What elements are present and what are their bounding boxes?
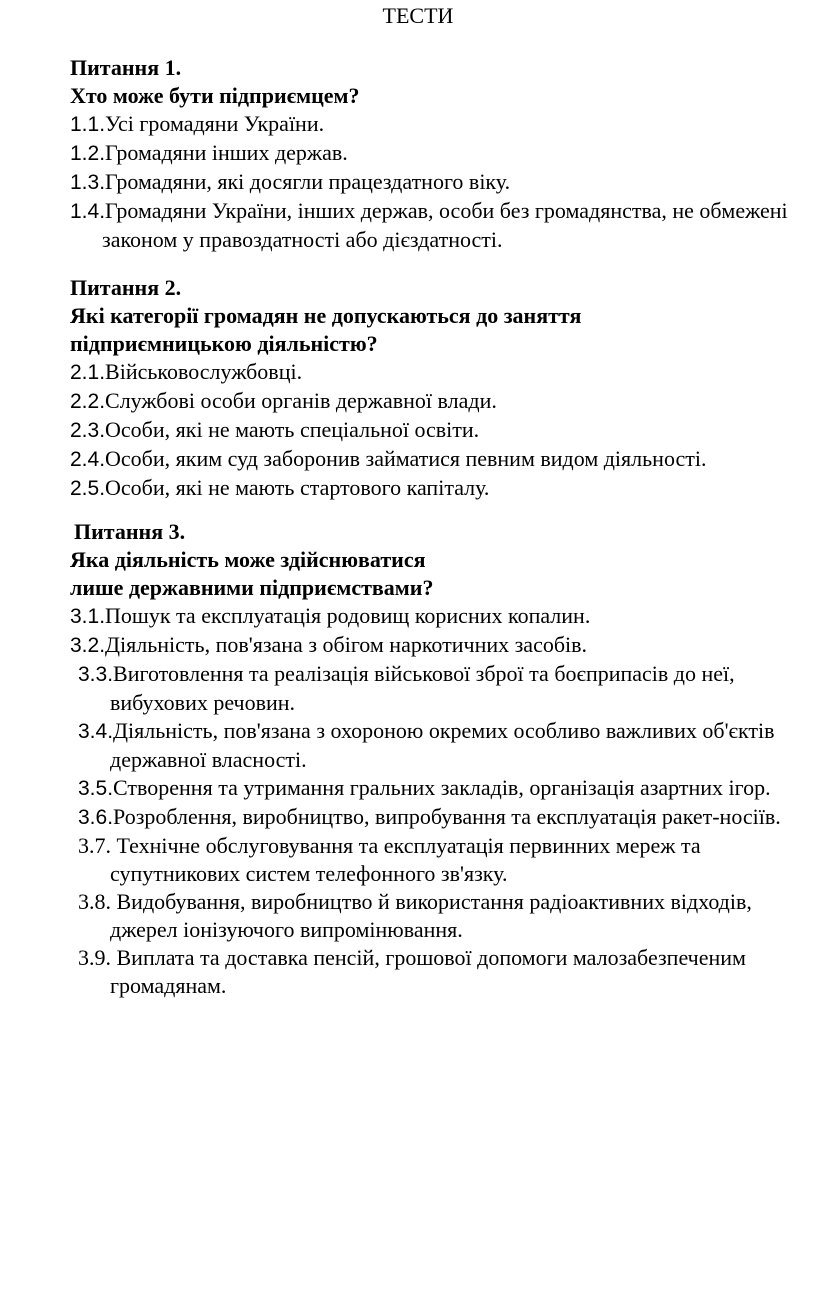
answer-number: 3.1. [70,605,106,628]
answer-text: Громадяни інших держав. [105,140,348,165]
answer-2-4 [70,445,810,474]
answer-number: 1.3. [70,171,106,194]
answer-number: 2.4. [70,448,106,471]
answer-text: Громадяни, які досягли працездатного віку. [105,169,511,194]
answer-number: 3.8. [78,889,111,914]
answer-text: Особи, які не мають спеціальної освіти. [105,417,480,442]
answer-text: Пошук та експлуатація родовищ корисних копалин. [105,603,591,628]
question-3-text-line-2: лише державними підприємствами? [70,575,434,600]
answer-1-3 [70,168,810,197]
answer-number: 2.5. [70,477,106,500]
answer-3-7 [78,832,814,888]
answer-text: Видобування, виробництво й використання радіоактивних відходів, джерел іонізуючого випромінювання. [110,889,752,942]
answer-1-4 [70,197,810,254]
answer-text: Усі громадяни України. [105,111,325,136]
answer-text: Діяльність, пов'язана з обігом наркотичних засобів. [105,632,588,657]
question-3 [70,518,814,1000]
answer-text: Виплата та доставка пенсій, грошової допомоги малозабезпеченим громадянам. [110,945,746,998]
answer-text: Особи, які не мають стартового капіталу. [105,475,490,500]
question-2-text-line-2: підприємницькою діяльністю? [70,331,378,356]
answer-1-2 [70,139,810,168]
answer-number: 3.9. [78,945,111,970]
answer-3-6 [78,803,814,832]
answer-number: 3.2. [70,634,106,657]
answer-3-8 [78,888,814,944]
answer-3-4 [78,717,814,774]
question-3-text-line-1: Яка діяльність може здійснюватися [70,547,426,572]
answer-1-1 [70,110,810,139]
page-title: ТЕСТИ [382,3,454,28]
question-2 [70,274,810,503]
answer-text: Службові особи органів державної влади. [105,388,497,413]
answer-number: 2.1. [70,361,106,384]
question-2-text-line-1: Які категорії громадян не допускаються до заняття [70,303,582,328]
answer-number: 2.2. [70,390,106,413]
answer-number: 1.2. [70,142,106,165]
answer-number: 1.4. [70,200,106,223]
answer-text: Особи, яким суд заборонив займатися певним видом діяльності. [105,446,707,471]
answer-3-9 [78,944,814,1000]
answer-2-5 [70,474,810,503]
answer-2-2 [70,387,810,416]
answer-3-2 [70,631,814,660]
answer-text: Розроблення, виробництво, випробування та експлуатація ракет-носіїв. [113,804,781,829]
answer-3-3 [78,660,814,717]
answer-2-1 [70,358,810,387]
question-1-text: Хто може бути підприємцем? [70,83,360,108]
answer-number: 3.5. [78,777,114,800]
answer-number: 3.3. [78,663,114,686]
answer-number: 3.6. [78,806,114,829]
answer-number: 3.4. [78,720,114,743]
answer-number: 1.1. [70,113,106,136]
question-1 [70,54,810,254]
answer-3-1 [70,602,814,631]
answer-text: Військовослужбовці. [105,359,303,384]
answer-2-3 [70,416,810,445]
answer-text: Технічне обслуговування та експлуатація первинних мереж та супутникових систем телефонного зв'язку. [110,833,701,886]
answer-number: 3.7. [78,833,111,858]
question-2-heading: Питання 2. [70,275,182,300]
question-3-heading: Питання 3. [74,519,186,544]
question-1-heading: Питання 1. [70,55,182,80]
answer-number: 2.3. [70,419,106,442]
answer-text: Виготовлення та реалізація військової зброї та боєприпасів до неї, вибухових речовин. [110,661,735,715]
answer-text: Діяльність, пов'язана з охороною окремих особливо важливих об'єктів державної власності. [110,718,775,772]
answer-text: Громадяни України, інших держав, особи без громадянства, не обмежені законом у правоздатності або дієздатності. [102,198,788,252]
answer-text: Створення та утримання гральних закладів, організація азартних ігор. [113,775,771,800]
answer-3-5 [78,774,814,803]
